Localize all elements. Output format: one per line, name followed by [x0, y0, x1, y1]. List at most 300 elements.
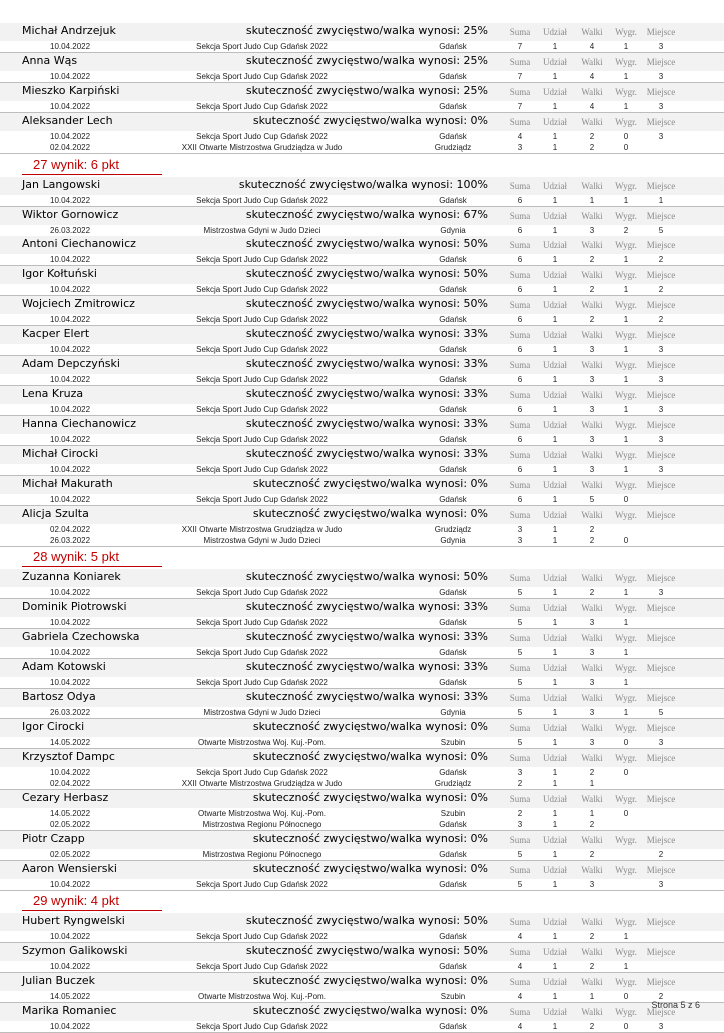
player-entry	[0, 266, 724, 296]
result-miejsce: 3	[658, 404, 664, 414]
column-header-suma: Suma	[509, 693, 531, 703]
result-city: Gdańsk	[439, 618, 467, 628]
result-row	[0, 131, 724, 142]
success-rate	[246, 297, 488, 310]
column-header-suma: Suma	[509, 947, 531, 958]
result-wygr: 1	[623, 434, 629, 444]
column-header-walki: Walki	[581, 180, 603, 191]
column-header-udzial: Udział	[543, 180, 567, 191]
result-wygr: 1	[623, 678, 629, 688]
result-city: Gdańsk	[439, 434, 467, 444]
success-rate-label: skuteczność zwycięstwo/walka wynosi:	[245, 53, 461, 67]
result-suma: 6	[517, 195, 523, 205]
column-header-wygr: Wygr.	[615, 479, 637, 490]
page-number: Strona 5 z 6	[651, 1000, 700, 1010]
result-event: XXII Otwarte Mistrzostwa Grudziądza w Judo	[181, 524, 343, 534]
result-row	[0, 314, 724, 326]
result-walki: 2	[589, 535, 595, 545]
success-rate-label: skuteczność zwycięstwo/walka wynosi:	[245, 570, 461, 584]
column-header-suma: Suma	[509, 603, 531, 614]
result-city: Grudziądz	[434, 524, 472, 534]
column-header-udzial: Udział	[543, 56, 567, 67]
player-name: Wiktor Gornowicz	[22, 207, 119, 221]
success-rate	[246, 208, 488, 221]
group-underline	[22, 174, 162, 175]
player-name: Wojciech Zmitrowicz	[22, 297, 135, 311]
player-header	[0, 973, 724, 991]
column-header-udzial: Udział	[543, 573, 567, 584]
result-date: 10.04.2022	[50, 285, 91, 295]
player-header	[0, 719, 724, 737]
column-header-udzial: Udział	[543, 86, 567, 97]
column-header-wygr: Wygr.	[615, 947, 637, 958]
result-row	[0, 71, 724, 83]
column-header-udzial: Udział	[543, 210, 567, 221]
player-header	[0, 266, 724, 284]
column-header-suma: Suma	[509, 86, 531, 97]
column-header-wygr: Wygr.	[615, 917, 637, 928]
result-walki: 2	[589, 315, 595, 325]
result-row	[0, 617, 724, 629]
result-date: 10.04.2022	[50, 315, 91, 325]
result-event: Sekcja Sport Judo Cup Gdańsk 2022	[196, 464, 328, 474]
column-header-udzial: Udział	[543, 947, 567, 958]
result-event: Mistrzostwa Gdyni w Judo Dzieci	[203, 708, 321, 717]
success-rate-value: 33%	[463, 416, 488, 430]
result-udzial: 1	[552, 708, 558, 717]
result-udzial: 1	[552, 131, 558, 141]
column-header-wygr: Wygr.	[615, 419, 637, 430]
success-rate-value: 50%	[463, 570, 488, 584]
player-header	[0, 83, 724, 101]
player-name: Michał Makurath	[22, 476, 113, 490]
player-name: Hubert Ryngwelski	[22, 914, 125, 928]
result-event: Sekcja Sport Judo Cup Gdańsk 2022	[196, 678, 328, 688]
success-rate-value: 33%	[463, 630, 488, 644]
success-rate-label: skuteczność zwycięstwo/walka wynosi:	[245, 630, 461, 644]
result-event: Sekcja Sport Judo Cup Gdańsk 2022	[196, 879, 328, 889]
player-entry	[0, 790, 724, 831]
result-event: Sekcja Sport Judo Cup Gdańsk 2022	[196, 588, 328, 598]
success-rate-value: 0%	[470, 476, 488, 490]
player-header	[0, 326, 724, 344]
result-city: Gdańsk	[439, 42, 467, 51]
success-rate-value: 0%	[470, 831, 488, 845]
column-header-udzial: Udział	[543, 864, 567, 875]
result-event: Sekcja Sport Judo Cup Gdańsk 2022	[196, 434, 328, 444]
player-name: Kacper Elert	[22, 327, 90, 341]
column-header-miejsce: Miejsce	[646, 270, 676, 281]
player-entry	[0, 83, 724, 113]
success-rate	[246, 327, 488, 340]
column-header-miejsce: Miejsce	[646, 449, 676, 460]
result-wygr: 1	[623, 962, 629, 972]
success-rate-label: skuteczność zwycięstwo/walka wynosi:	[245, 237, 461, 251]
success-rate-label: skuteczność zwycięstwo/walka wynosi:	[245, 446, 461, 460]
result-walki: 2	[589, 1022, 595, 1032]
column-header-wygr: Wygr.	[615, 693, 637, 703]
result-event: Otwarte Mistrzostwa Woj. Kuj.-Pom.	[198, 737, 326, 747]
success-rate-value: 0%	[470, 749, 488, 763]
success-rate-value: 25%	[463, 24, 488, 37]
column-header-suma: Suma	[509, 977, 531, 988]
success-rate-value: 33%	[463, 660, 488, 674]
result-suma: 6	[517, 225, 523, 235]
player-name: Anna Wąs	[22, 53, 78, 67]
player-header	[0, 446, 724, 464]
result-wygr: 0	[623, 1022, 629, 1032]
result-city: Gdańsk	[439, 962, 467, 972]
column-header-walki: Walki	[581, 663, 603, 674]
column-header-udzial: Udział	[543, 389, 567, 400]
result-row	[0, 374, 724, 386]
player-name: Lena Kruza	[22, 386, 84, 400]
success-rate	[253, 791, 488, 804]
column-header-udzial: Udział	[543, 330, 567, 341]
result-row	[0, 344, 724, 356]
success-rate-label: skuteczność zwycięstwo/walka wynosi:	[245, 297, 461, 311]
player-name: Gabriela Czechowska	[22, 630, 140, 644]
result-walki: 1	[589, 808, 595, 818]
result-date: 10.04.2022	[50, 404, 91, 414]
result-udzial: 1	[552, 879, 558, 889]
player-header	[0, 386, 724, 404]
column-header-walki: Walki	[581, 752, 603, 763]
result-date: 10.04.2022	[50, 42, 91, 51]
result-row	[0, 535, 724, 547]
player-header	[0, 629, 724, 647]
result-row	[0, 101, 724, 113]
success-rate	[246, 237, 488, 250]
result-date: 10.04.2022	[50, 464, 91, 474]
result-udzial: 1	[552, 1022, 558, 1032]
success-rate-value: 0%	[470, 506, 488, 520]
result-date: 10.04.2022	[50, 618, 91, 628]
success-rate-value: 33%	[463, 690, 488, 703]
result-walki: 4	[589, 71, 595, 81]
result-walki: 1	[589, 195, 595, 205]
result-walki: 3	[589, 737, 595, 747]
column-header-suma: Suma	[509, 573, 531, 584]
player-header	[0, 177, 724, 195]
result-udzial: 1	[552, 494, 558, 504]
column-header-walki: Walki	[581, 864, 603, 875]
success-rate-label: skuteczność zwycięstwo/walka wynosi:	[252, 113, 468, 127]
result-wygr: 1	[623, 588, 629, 598]
result-city: Gdynia	[440, 708, 466, 717]
result-walki: 2	[589, 962, 595, 972]
result-miejsce: 3	[658, 434, 664, 444]
success-rate-value: 0%	[470, 1004, 488, 1018]
column-header-miejsce: Miejsce	[646, 977, 676, 988]
column-header-walki: Walki	[581, 573, 603, 584]
result-row	[0, 879, 724, 891]
result-row	[0, 1021, 724, 1033]
result-city: Gdańsk	[439, 678, 467, 688]
result-walki: 1	[589, 992, 595, 1002]
result-city: Gdańsk	[439, 819, 467, 829]
result-city: Grudziądz	[434, 778, 472, 788]
player-header	[0, 236, 724, 254]
success-rate-value: 50%	[463, 297, 488, 311]
column-header-miejsce: Miejsce	[646, 300, 676, 311]
success-rate-label: skuteczność zwycięstwo/walka wynosi:	[252, 749, 468, 763]
player-name: Julian Buczek	[22, 974, 96, 988]
result-udzial: 1	[552, 404, 558, 414]
player-entry	[0, 831, 724, 861]
player-header	[0, 416, 724, 434]
player-name: Alicja Szulta	[22, 506, 89, 520]
result-suma: 5	[517, 648, 523, 658]
player-name: Aleksander Lech	[22, 113, 113, 127]
result-date: 02.05.2022	[50, 849, 91, 859]
column-header-walki: Walki	[581, 693, 603, 703]
column-header-wygr: Wygr.	[615, 270, 637, 281]
column-header-wygr: Wygr.	[615, 360, 637, 370]
result-event: Sekcja Sport Judo Cup Gdańsk 2022	[196, 618, 328, 628]
success-rate-label: skuteczność zwycięstwo/walka wynosi:	[245, 357, 461, 370]
result-city: Gdańsk	[439, 131, 467, 141]
result-date: 10.04.2022	[50, 494, 91, 504]
result-date: 14.05.2022	[50, 992, 91, 1002]
result-suma: 6	[517, 285, 523, 295]
success-rate	[246, 600, 488, 613]
player-name: Aaron Wensierski	[22, 861, 117, 875]
result-suma: 4	[517, 992, 523, 1002]
result-suma: 4	[517, 932, 523, 942]
result-udzial: 1	[552, 737, 558, 747]
column-header-miejsce: Miejsce	[646, 633, 676, 644]
column-header-miejsce: Miejsce	[646, 693, 676, 703]
result-event: Sekcja Sport Judo Cup Gdańsk 2022	[196, 195, 328, 205]
result-walki: 2	[589, 131, 595, 141]
result-date: 26.03.2022	[50, 225, 91, 235]
result-city: Gdańsk	[439, 588, 467, 598]
column-header-wygr: Wygr.	[615, 977, 637, 988]
success-rate-label: skuteczność zwycięstwo/walka wynosi:	[245, 386, 461, 400]
result-suma: 2	[517, 778, 523, 788]
column-header-miejsce: Miejsce	[646, 834, 676, 845]
result-row	[0, 254, 724, 266]
player-entry	[0, 23, 724, 53]
column-header-suma: Suma	[509, 360, 531, 370]
column-header-wygr: Wygr.	[615, 573, 637, 584]
column-header-miejsce: Miejsce	[646, 864, 676, 875]
result-row	[0, 434, 724, 446]
result-miejsce: 3	[658, 131, 664, 141]
success-rate	[246, 447, 488, 460]
result-walki: 3	[589, 225, 595, 235]
player-entry	[0, 1003, 724, 1033]
column-header-walki: Walki	[581, 947, 603, 958]
success-rate-label: skuteczność zwycięstwo/walka wynosi:	[245, 690, 461, 703]
player-name: Mieszko Karpiński	[22, 83, 120, 97]
result-suma: 6	[517, 345, 523, 355]
result-udzial: 1	[552, 225, 558, 235]
player-name: Michał Andrzejuk	[22, 24, 116, 37]
success-rate-label: skuteczność zwycięstwo/walka wynosi:	[245, 24, 461, 37]
player-entry	[0, 296, 724, 326]
result-udzial: 1	[552, 524, 558, 534]
result-udzial: 1	[552, 808, 558, 818]
success-rate-label: skuteczność zwycięstwo/walka wynosi:	[238, 177, 454, 191]
player-entry	[0, 326, 724, 356]
column-header-walki: Walki	[581, 1007, 603, 1018]
column-header-suma: Suma	[509, 864, 531, 875]
column-header-walki: Walki	[581, 834, 603, 845]
player-header	[0, 861, 724, 879]
result-date: 02.04.2022	[50, 142, 91, 152]
column-header-suma: Suma	[509, 834, 531, 845]
success-rate	[246, 570, 488, 583]
player-name: Hanna Ciechanowicz	[22, 416, 137, 430]
result-event: Sekcja Sport Judo Cup Gdańsk 2022	[196, 767, 328, 777]
column-header-suma: Suma	[509, 449, 531, 460]
result-city: Gdańsk	[439, 71, 467, 81]
success-rate-value: 0%	[470, 790, 488, 804]
success-rate-label: skuteczność zwycięstwo/walka wynosi:	[252, 1004, 468, 1018]
player-entry	[0, 416, 724, 446]
player-name: Adam Depczyński	[22, 357, 120, 370]
result-walki: 3	[589, 618, 595, 628]
column-header-wygr: Wygr.	[615, 509, 637, 520]
column-header-wygr: Wygr.	[615, 210, 637, 221]
result-date: 26.03.2022	[50, 708, 91, 717]
column-header-miejsce: Miejsce	[646, 389, 676, 400]
result-walki: 3	[589, 678, 595, 688]
column-header-walki: Walki	[581, 389, 603, 400]
result-row	[0, 961, 724, 973]
success-rate	[253, 750, 488, 763]
result-event: Sekcja Sport Judo Cup Gdańsk 2022	[196, 255, 328, 265]
column-header-miejsce: Miejsce	[646, 793, 676, 804]
success-rate-value: 0%	[470, 719, 488, 733]
result-event: Sekcja Sport Judo Cup Gdańsk 2022	[196, 375, 328, 384]
column-header-suma: Suma	[509, 389, 531, 400]
result-udzial: 1	[552, 464, 558, 474]
success-rate	[246, 944, 488, 957]
group-title: 28 wynik: 5 pkt	[33, 549, 119, 565]
column-header-miejsce: Miejsce	[646, 86, 676, 97]
success-rate	[246, 387, 488, 400]
column-header-walki: Walki	[581, 116, 603, 127]
result-suma: 4	[517, 131, 523, 141]
column-header-walki: Walki	[581, 210, 603, 221]
result-city: Grudziądz	[434, 142, 472, 152]
result-wygr: 1	[623, 708, 629, 717]
result-udzial: 1	[552, 285, 558, 295]
success-rate-value: 25%	[463, 83, 488, 97]
success-rate-value: 0%	[470, 861, 488, 875]
result-walki: 4	[589, 101, 595, 111]
result-city: Gdynia	[440, 225, 466, 235]
group-header	[0, 890, 724, 912]
success-rate	[253, 720, 488, 733]
column-header-udzial: Udział	[543, 917, 567, 928]
result-suma: 7	[517, 42, 523, 51]
result-wygr: 0	[623, 131, 629, 141]
result-suma: 7	[517, 101, 523, 111]
result-wygr: 0	[623, 142, 629, 152]
result-udzial: 1	[552, 767, 558, 777]
result-wygr: 2	[623, 225, 629, 235]
result-miejsce: 3	[658, 879, 664, 889]
result-walki: 2	[589, 588, 595, 598]
column-header-walki: Walki	[581, 330, 603, 341]
column-header-suma: Suma	[509, 240, 531, 251]
column-header-suma: Suma	[509, 27, 531, 37]
success-rate-label: skuteczność zwycięstwo/walka wynosi:	[245, 660, 461, 674]
result-miejsce: 2	[658, 255, 664, 265]
column-header-wygr: Wygr.	[615, 116, 637, 127]
player-name: Bartosz Odya	[22, 690, 96, 703]
column-header-miejsce: Miejsce	[646, 210, 676, 221]
success-rate-label: skuteczność zwycięstwo/walka wynosi:	[245, 83, 461, 97]
player-header	[0, 913, 724, 931]
column-header-miejsce: Miejsce	[646, 419, 676, 430]
result-wygr: 0	[623, 494, 629, 504]
success-rate	[253, 862, 488, 875]
result-date: 26.03.2022	[50, 535, 91, 545]
result-udzial: 1	[552, 618, 558, 628]
result-miejsce: 3	[658, 588, 664, 598]
result-row	[0, 767, 724, 778]
success-rate	[246, 357, 488, 370]
column-header-miejsce: Miejsce	[646, 722, 676, 733]
result-suma: 6	[517, 315, 523, 325]
result-wygr: 1	[623, 404, 629, 414]
result-walki: 4	[589, 42, 595, 51]
result-miejsce: 5	[658, 708, 664, 717]
player-name: Zuzanna Koniarek	[22, 570, 121, 584]
player-header	[0, 790, 724, 808]
column-header-suma: Suma	[509, 752, 531, 763]
column-header-udzial: Udział	[543, 479, 567, 490]
result-event: Sekcja Sport Judo Cup Gdańsk 2022	[196, 101, 328, 111]
result-wygr: 1	[623, 648, 629, 658]
column-header-walki: Walki	[581, 270, 603, 281]
player-entry	[0, 569, 724, 599]
column-header-wygr: Wygr.	[615, 300, 637, 311]
column-header-suma: Suma	[509, 330, 531, 341]
player-header	[0, 689, 724, 707]
result-row	[0, 41, 724, 53]
result-wygr: 0	[623, 767, 629, 777]
player-entry	[0, 476, 724, 506]
column-header-suma: Suma	[509, 210, 531, 221]
result-miejsce: 3	[658, 71, 664, 81]
column-header-miejsce: Miejsce	[646, 180, 676, 191]
result-suma: 3	[517, 819, 523, 829]
result-date: 10.04.2022	[50, 588, 91, 598]
column-header-miejsce: Miejsce	[646, 603, 676, 614]
success-rate	[246, 690, 488, 703]
success-rate-value: 67%	[463, 207, 488, 221]
player-name: Piotr Czapp	[22, 831, 85, 845]
column-header-wygr: Wygr.	[615, 864, 637, 875]
result-date: 10.04.2022	[50, 71, 91, 81]
result-city: Gdańsk	[439, 195, 467, 205]
result-date: 02.05.2022	[50, 819, 91, 829]
player-entry	[0, 236, 724, 266]
group-underline	[22, 910, 162, 911]
column-header-walki: Walki	[581, 917, 603, 928]
success-rate	[253, 974, 488, 987]
result-date: 10.04.2022	[50, 101, 91, 111]
success-rate	[246, 630, 488, 643]
success-rate-label: skuteczność zwycięstwo/walka wynosi:	[252, 861, 468, 875]
result-date: 10.04.2022	[50, 375, 91, 384]
